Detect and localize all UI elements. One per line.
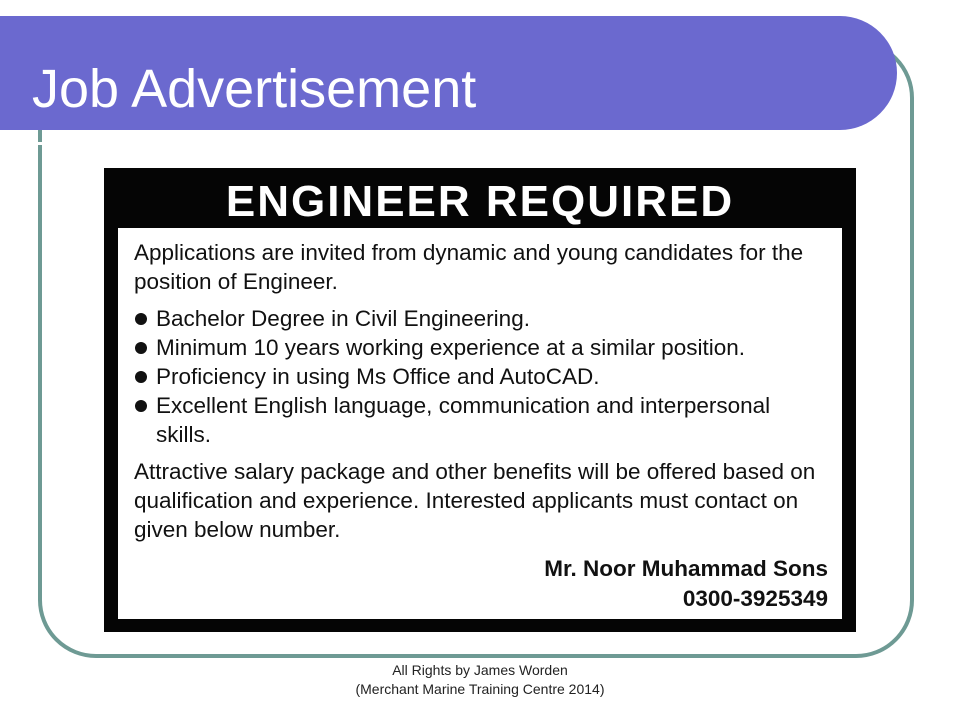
- footer: [0, 661, 960, 699]
- ad-heading: ENGINEER REQUIRED: [225, 177, 735, 226]
- bullet-icon: [135, 313, 147, 325]
- requirement-item: [134, 333, 828, 362]
- ad-intro: Applications are invited from dynamic and young candidates for the position of Engineer.: [134, 240, 804, 294]
- requirement-text: Proficiency in using Ms Office and AutoCAD.: [156, 364, 600, 389]
- bullet-icon: [135, 371, 147, 383]
- requirement-text: Minimum 10 years working experience at a similar position.: [156, 335, 745, 360]
- bullet-icon: [135, 400, 147, 412]
- ad-body: [118, 228, 842, 619]
- contact-block: [134, 554, 828, 614]
- requirements-list: [134, 304, 828, 449]
- title-underline: [0, 142, 848, 145]
- bullet-icon: [135, 342, 147, 354]
- requirement-item: [134, 391, 828, 449]
- ad-closing: Attractive salary package and other benefits will be offered based on qualification and experience. Interested applicants must contact on given below number.: [134, 459, 816, 542]
- slide-title: Job Advertisement: [32, 59, 477, 119]
- title-bar: [0, 16, 897, 130]
- footer-copyright: All Rights by James Worden: [392, 662, 568, 678]
- job-advertisement: [104, 168, 856, 632]
- contact-name: Mr. Noor Muhammad Sons: [544, 556, 828, 581]
- requirement-item: [134, 362, 828, 391]
- requirement-text: Bachelor Degree in Civil Engineering.: [156, 306, 530, 331]
- requirement-item: [134, 304, 828, 333]
- requirement-text: Excellent English language, communication and interpersonal skills.: [156, 393, 771, 447]
- contact-phone: 0300-3925349: [682, 586, 828, 611]
- footer-organization: (Merchant Marine Training Centre 2014): [355, 681, 605, 697]
